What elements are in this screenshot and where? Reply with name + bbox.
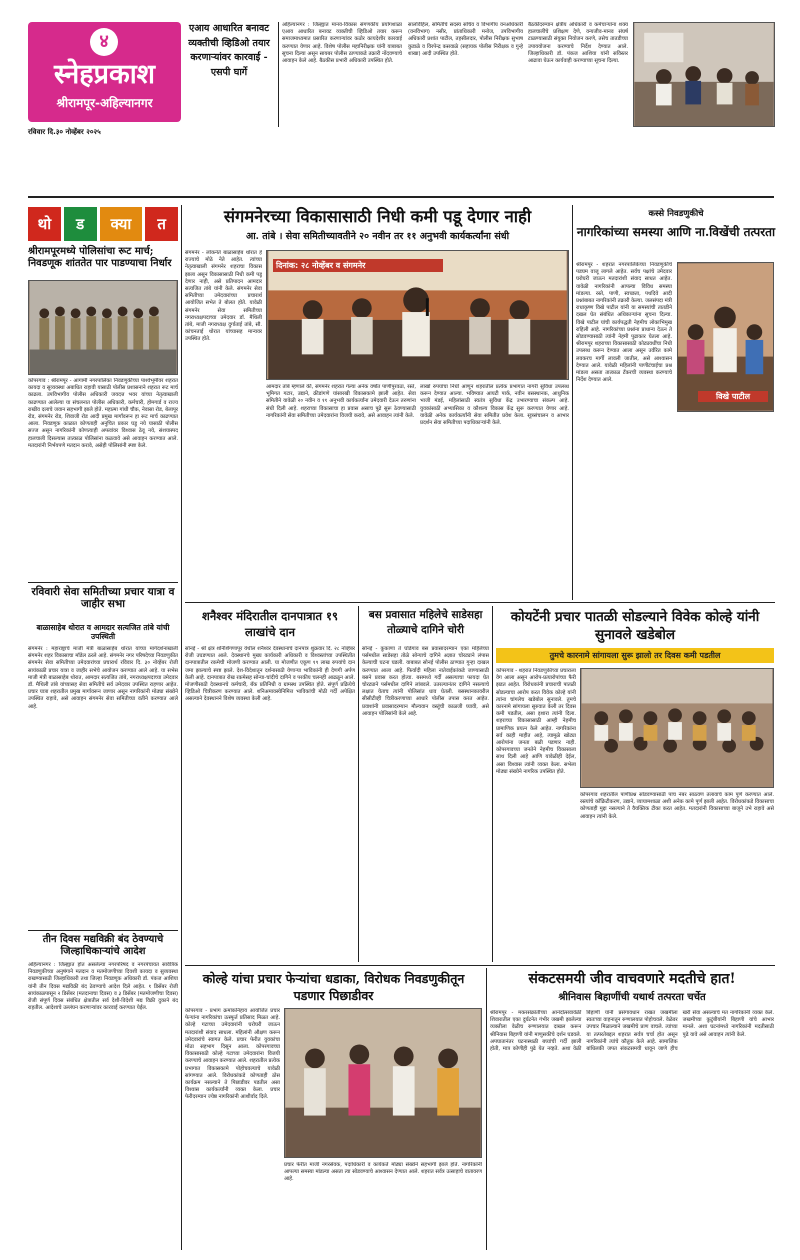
bus-headline: बस प्रवासात महिलेचे साडेसहा तोळ्याचे दागिने चोरी bbox=[368, 609, 483, 636]
right-top-photo bbox=[677, 262, 774, 412]
bottom-right-body: श्रीरामपूर - मकरसंक्रांतीच्या आनंदोत्सवावेळी शिवारातील एका दुर्घटनेत गंभीर जखमी झालेल्या व्यक्तीला वेळीच रुग्णालयात दाखल करून श्रीनिवास बिहाणी यांनी माणुसकीचे दर्शन घडवले. अपघातानंतर घटनास्थळी बघ्यांची गर्दी झाली होती, मात्र कोणीही पुढे येत नव्हते. अशा वेळी बिहाणी यांनी प्रसंगावधान राखत जखमीला स्वतःच्या वाहनातून रुग्णालयात पोहोचवले. वेळेवर उपचार मिळाल्याने जखमीचे प्राण वाचले. त्यांच्या या तत्परतेबद्दल शहरात सर्वत्र चर्चा होत असून नागरिकांनी त्यांचे कौतुक केले आहे. सामाजिक बांधिलकी जपत संकटसमयी धावून जाणे हीच खरी सेवा असल्याचे मत नागरिकांनी व्यक्त केले. जखमीच्या कुटुंबीयांनी बिहाणी यांचे आभार मानले. अशा घटनांमध्ये नागरिकांनी मदतीसाठी पुढे यावे असे आवाहन त्यांनी केले. bbox=[490, 1010, 774, 1053]
left-story1-headline: श्रीरामपूरमध्ये पोलिसांचा रूट मार्च; निवडणूक शांततेत पार पाडण्याचा निर्धार bbox=[28, 246, 172, 269]
masthead-bottom-rule bbox=[28, 196, 774, 198]
top-teaser-headline: एआय आधारित बनावट व्यक्तीची व्हिडिओ तयार करणाऱ्यांवर कारवाई - एसपी घार्गे bbox=[188, 23, 270, 78]
section-rule bbox=[185, 965, 775, 966]
column-divider bbox=[181, 205, 182, 1250]
masthead-subtitle: श्रीरामपूर-अहिल्यानगर bbox=[56, 96, 153, 110]
meeting-photo-art bbox=[634, 23, 774, 126]
column-divider bbox=[492, 606, 493, 962]
shani-headline: शनैश्वर मंदिरातील दानपात्रात १९ लाखांचे दान bbox=[202, 609, 338, 639]
thodkyat-letter-3: क्या bbox=[100, 207, 143, 241]
left-story2-headline: रविवारी सेवा समितीच्या प्रचार यात्रा व जाहीर सभा bbox=[31, 586, 175, 611]
kolhe-meeting-art bbox=[581, 669, 773, 787]
main-story-body2: आमदार तांबे म्हणाले की, संगमनेर शहरात गेल्या अनेक वर्षांत पाणीपुरवठा, रस्ते, भूमिगत गटार, उद्याने, क्रीडांगणे यांसारखी विकासकामे झाली आहेत. सेवा समितीने यावेळी २० नवीन व ११ अनुभवी कार्यकर्त्यांना उमेदवारी देऊन तरुणांना संधी दिली आहे. शहराच्या विकासाचा हा प्रवास असाच पुढे सुरू ठेवण्यासाठी नागरिकांनी सेवा समितीच्या उमेदवारांना विजयी करावे, असे आवाहन त्यांनी केले. bbox=[266, 384, 416, 419]
thodkyat-letter-4: त bbox=[145, 207, 178, 241]
kolhe-headline: कोयटेंनी प्रचार पातळी सोडल्याने विवेक कोल्हे यांनी सुनावले खडेबोल bbox=[510, 609, 760, 643]
bottom-left-body2: प्रचार फेरीत माजी नगरसेवक, पदाधिकारी व कार्यकर्ते मोठ्या संख्येने सहभागी झाले होते. नागरिकांनी आपल्या समस्या मांडल्या असता त्या सोडवण्याचे आश्वासन देण्यात आले. शहरात सर्वत्र उत्साहाचे वातावरण आहे. bbox=[284, 1162, 482, 1183]
bottom-left-headline: कोल्हे यांचा प्रचार फेऱ्यांचा धडाका, विरोधक निवडणुकीतून पडणार पिछाडीवर bbox=[202, 971, 465, 1003]
left-story1-body: कोपरगाव : श्रीरामपूर - आगामी नगरपालिका निवडणुकीच्या पार्श्वभूमीवर शहरात कायदा व सुव्यवस्था अबाधित राहावी यासाठी पोलीस प्रशासनाने शहरात रूट मार्च काढला. उपविभागीय पोलीस अधिकारी जयदत्त भवर यांच्या नेतृत्वाखाली काढण्यात आलेल्या या संचलनात पोलीस अधिकारी, कर्मचारी, होमगार्ड व राज्य राखीव दलाचे जवान सहभागी झाले होते. महात्मा गांधी चौक, नेवासा रोड, बेलापूर रोड, संगमनेर रोड, शिवाजी रोड आदी प्रमुख मार्गांवरून हा रूट मार्च काढण्यात आला. निवडणूक काळात कोणताही अनुचित प्रकार घडू नये यासाठी पोलीस सज्ज असून नागरिकांनी कोणत्याही अफवांवर विश्वास ठेवू नये, संशयास्पद हालचाली दिसल्यास तात्काळ पोलिसांना कळवावे असे आवाहन करण्यात आले. मतदारांनी निर्भयपणे मतदान करावे, असेही पोलिसांनी स्पष्ट केले. bbox=[28, 378, 178, 449]
kolhe-body2: कोपरगाव शहरातील पाणीप्रश्न सोडवण्यासाठी पाच नंबर साठवण तलावाचे काम पूर्ण करण्यात आले. रस्त्यांचे काँक्रिटीकरण, उद्याने, व्यायामशाळा अशी अनेक कामे पूर्ण झाली आहेत. विरोधकांकडे विकासाचा कोणताही मुद्दा नसल्याने ते वैयक्तिक टीका करत आहेत. मतदारांनी विकासाच्या बाजूने उभे राहावे असे आवाहन त्यांनी केले. bbox=[580, 792, 774, 820]
main-story-headline: संगमनेरच्या विकासासाठी निधी कमी पडू देणार नाही bbox=[223, 207, 532, 226]
divider bbox=[278, 22, 279, 127]
top-teaser-col1: अहिल्यानगर : जिल्ह्यात मानव-विकास संगणकीय प्रयोगशाळा एआय आधारित बनावट व्यक्तीची व्हिडिओ तयार करून समाजमाध्यमात प्रसारित करणाऱ्यांवर कठोर कायदेशीर कारवाई करण्यात येणार आहे. विशेष पोलीस महानिरीक्षक यांनी याबाबत सूचना दिल्या असून सायबर पोलीस ठाण्याकडे तक्रारी नोंदवण्याचे आवाहन केले आहे. बैठकीस प्रभारी अधिकारी उपस्थित होते. bbox=[282, 22, 402, 65]
main-story-subheadline: आ. तांबे । सेवा समितीच्यावतीने २० नवीन तर ११ अनुभवी कार्यकर्त्यांना संधी bbox=[245, 231, 510, 242]
bus-body: सोनई - कुकाणा ते घोडेगाव बस प्रवासादरम्यान एका महिलेच्या पर्समधील साडेसहा तोळे सोन्याचे दागिने अज्ञात चोरट्याने लंपास केल्याची घटना घडली. याबाबत सोनई पोलीस ठाण्यात गुन्हा दाखल करण्यात आला आहे. फिर्यादी महिला नातेवाईकांकडे जाण्यासाठी बसने प्रवास करत होत्या. बसमध्ये गर्दी असल्याचा फायदा घेत चोरट्याने पर्समधील दागिने लांबवले. उतरल्यानंतर दागिने नसल्याचे लक्षात येताच त्यांनी पोलिसांत धाव घेतली. बसस्थानकावरील सीसीटीव्ही चित्रीकरणाच्या आधारे पोलीस तपास करत आहेत. प्रवाशांनी प्रवासादरम्यान मौल्यवान वस्तूंची काळजी घ्यावी, असे आवाहन पोलिसांनी केले आहे. bbox=[362, 646, 489, 717]
crowd-photo-art bbox=[678, 263, 773, 411]
right-top-kicker: कस्से निवडणुकीचे bbox=[648, 209, 704, 219]
bottom-right-subheadline: श्रीनिवास बिहाणींची यथार्थ तत्परता चर्चेत bbox=[558, 992, 706, 1003]
top-teaser-col3: बैठकीदरम्यान क्षेत्रीय अधिकारी व कर्मचाऱ्यांना शक्य हालचालींचे प्रशिक्षण देणे, वन्यजीव-मानव संघर्ष टाळण्यासाठी संयुक्त नियोजन करणे, तसेच तातडीच्या उपाययोजना करण्याचे निर्देश देण्यात आले. जिल्हाधिकारी डॉ. पंकज आशिया यांनी सविस्तर आढावा घेऊन कार्यवाही करण्याच्या सूचना दिल्या. bbox=[528, 22, 628, 65]
left-story2-body: संगमनेर : महाराष्ट्राचे माजी मंत्री बाळासाहेब थोरात यांच्या मार्गदर्शनाखाली संगमनेर शहर विकासाचा मॉडेल ठरले आहे. संगमनेर नगर परिषदेच्या निवडणुकीत संगमनेर सेवा समितीच्या उमेदवारांच्या प्रचारार्थ रविवार दि. ३० नोव्हेंबर रोजी सायंकाळी प्रचार यात्रा व जाहीर सभेचे आयोजन करण्यात आले आहे. या सभेस माजी मंत्री बाळासाहेब थोरात, आमदार सत्यजित तांबे, नगराध्यक्षपदाच्या उमेदवार डॉ. मैथिली तांबे यांच्यासह सेवा समितीचे सर्व उमेदवार उपस्थित राहणार आहेत. प्रचार यात्रा शहरातील प्रमुख मार्गावरून जाणार असून नागरिकांनी मोठ्या संख्येने उपस्थित राहावे, असे आवाहन संगमनेर सेवा समितीच्या वतीने करण्यात आले आहे. bbox=[28, 646, 178, 710]
kolhe-banner: तुमचे कारनामे सांगायला सुरू झालो तर दिवस कमी पडतील bbox=[496, 648, 774, 663]
main-story-photo bbox=[266, 250, 569, 380]
main-story-body1: संगमनेर - लोकनेते बाळासाहेब थोरात हे राज्याचे मोठे नेते आहेत. त्यांच्या नेतृत्वाखाली संगमनेर शहराचा विकास झाला असून विकासासाठी निधी कमी पडू देणार नाही, असे प्रतिपादन आमदार सत्यजित तांबे यांनी केले. संगमनेर सेवा समितीच्या उमेदवारांच्या प्रचारार्थ आयोजित सभेत ते बोलत होते. यावेळी संगमनेर सेवा समितीच्या नगराध्यक्षपदाच्या उमेदवार डॉ. मैथिली तांबे, माजी नगराध्यक्ष दुर्गाताई तांबे, सौ. कांचनताई थोरात यांच्यासह मान्यवर उपस्थित होते. bbox=[185, 250, 262, 343]
photo-caption: दिनांक: २८ नोव्हेंबर व संगमनेर bbox=[273, 259, 443, 272]
date-line: रविवार दि.३० नोव्हेंबर २०२५ bbox=[28, 128, 101, 136]
divider bbox=[28, 930, 178, 931]
kolhe-body: कोपरगाव - शहरात निवडणुकीच्या प्रचाराला वेग आला असून आरोप-प्रत्यारोपांच्या फैरी झडत आहेत. विरोधकांनी प्रचाराची पातळी सोडल्याचा आरोप करत विवेक कोल्हे यांनी त्यांना चांगलेच खडेबोल सुनावले. तुमचे कारनामे सांगायला सुरुवात केली तर दिवस कमी पडतील, असा इशारा त्यांनी दिला. शहराच्या विकासासाठी आम्ही नेहमीच प्रामाणिक प्रयत्न केले आहेत. नागरिकांना सर्व काही माहीत आहे, त्यामुळे खोट्या आरोपांना जनता बळी पडणार नाही. कोपरगावच्या जनतेने नेहमीच विकासाला साथ दिली आहे आणि यावेळीही देईल, असा विश्वास त्यांनी व्यक्त केला. सभेला मोठ्या संख्येने नागरिक उपस्थित होते. bbox=[496, 668, 576, 775]
kolhe-photo bbox=[580, 668, 774, 788]
column-divider bbox=[572, 205, 573, 600]
photo-label: विखे पाटील bbox=[698, 391, 768, 402]
right-top-body: श्रीरामपूर - शहरात नगरपालिकेच्या निवडणुकीचे पडघम वाजू लागले आहेत. सर्वच पक्षांचे उमेदवार घरोघरी जाऊन मतदारांशी संवाद साधत आहेत. यावेळी नागरिकांनी आपल्या विविध समस्या मांडल्या. रस्ते, पाणी, स्वच्छता, पथदिवे आदी प्रश्नांबाबत नागरिकांनी तक्रारी केल्या. जलसंपदा मंत्री राधाकृष्ण विखे पाटील यांनी या समस्यांची तातडीने दखल घेत संबंधित अधिकाऱ्यांना सूचना दिल्या. विखे पाटील यांची कार्यपद्धती नेहमीच लोकाभिमुख राहिली आहे. नागरिकांच्या प्रश्नांना प्राधान्य देऊन ते सोडवण्यासाठी त्यांनी नेहमी पुढाकार घेतला आहे. श्रीरामपूर शहराच्या विकासासाठी कोट्यवधींचा निधी उपलब्ध करून देण्यात आला असून उर्वरित कामे लवकरच मार्गी लावली जातील, असे आश्वासन देण्यात आले. यावेळी महिलांनी पाणीटंचाईचा प्रश्न मांडला असता तात्काळ टँकरची व्यवस्था करण्याचे निर्देश देण्यात आले. bbox=[576, 262, 672, 384]
column-divider bbox=[358, 606, 359, 962]
right-top-headline: नागरिकांच्या समस्या आणि ना.विखेंची तत्परता bbox=[576, 225, 776, 239]
thodkyat-letter-1: थो bbox=[28, 207, 61, 241]
divider bbox=[28, 582, 178, 583]
left-story3-headline: तीन दिवस मद्यविक्री बंद ठेवण्याचे जिल्हाधिकाऱ्यांचे आदेश bbox=[42, 934, 164, 957]
masthead bbox=[28, 22, 181, 192]
top-teaser-headline-box bbox=[183, 22, 275, 192]
masthead-title: स्नेहप्रकाश bbox=[53, 59, 156, 90]
main-story-body3: लाखो रुपयांचा निधी आणून शहरातील प्रत्येक प्रभागात नागरी सुविधा उपलब्ध करून देण्यात आल्या. भविष्यात आयटी पार्क, नवीन बसस्थानक, आधुनिक भाजी मंडई, महिलांसाठी स्वतंत्र सुविधा केंद्र उभारण्याचा संकल्प आहे. युवकांसाठी अभ्यासिका व कौशल्य विकास केंद्र सुरू करण्यात येणार आहे. यावेळी अनेक कार्यकर्त्यांनी सेवा समितीत प्रवेश केला. सूत्रसंचालन व आभार प्रदर्शन सेवा समितीच्या पदाधिकाऱ्यांनी केले. bbox=[420, 384, 569, 427]
bottom-left-body: कोपरगाव - प्रभाग क्रमांकनिहाय आयोजित प्रचार फेऱ्यांना नागरिकांचा उत्स्फूर्त प्रतिसाद मिळत आहे. कोल्हे गटाच्या उमेदवारांनी घरोघरी जाऊन मतदारांशी संवाद साधला. महिलांनी औक्षण करून उमेदवारांचे स्वागत केले. प्रचार फेरीत युवकांचा मोठा सहभाग दिसून आला. कोपरगावच्या विकासासाठी कोल्हे गटाच्या उमेदवारांना विजयी करण्याचे आवाहन करण्यात आले. शहरातील प्रत्येक प्रभागात विकासकामे पोहोचवल्याचे यावेळी सांगण्यात आले. विरोधकांकडे कोणताही ठोस कार्यक्रम नसल्याने ते पिछाडीवर पडतील असा विश्वास कार्यकर्त्यांनी व्यक्त केला. प्रचार फेरीदरम्यान ज्येष्ठ नागरिकांनी आशीर्वाद दिले. bbox=[185, 1008, 280, 1101]
route-march-photo bbox=[28, 280, 178, 375]
section-rule bbox=[185, 602, 775, 603]
thodkyat-badge bbox=[28, 207, 178, 241]
campaign-photo-art bbox=[285, 1009, 481, 1157]
left-story3-body: अहिल्यानगर : जिल्ह्यात होत असलेल्या नगरपरिषद व नगरपंचायत सार्वत्रिक निवडणुकीच्या अनुषंगाने मतदान व मतमोजणीच्या दिवशी कायदा व सुव्यवस्था राखण्यासाठी जिल्हाधिकारी तथा जिल्हा निवडणूक अधिकारी डॉ. पंकज आशिया यांनी तीन दिवस मद्यविक्री बंद ठेवण्याचे आदेश दिले आहेत. १ डिसेंबर रोजी सायंकाळपासून २ डिसेंबर (मतदानाचा दिवस) व ३ डिसेंबर (मतमोजणीचा दिवस) रोजी संपूर्ण दिवस संबंधित क्षेत्रातील सर्व देशी-विदेशी मद्य विक्री दुकाने बंद राहतील. आदेशाचे उल्लंघन करणाऱ्यांवर कारवाई करण्यात येईल. bbox=[28, 962, 178, 1012]
left-story2-subheadline: बाळासाहेब थोरात व आमदार सत्यजित तांबे यांची उपस्थिती bbox=[36, 623, 170, 641]
thodkyat-letter-2: ड bbox=[64, 207, 97, 241]
bottom-left-photo bbox=[284, 1008, 482, 1158]
page-number-badge: ४ bbox=[90, 28, 118, 56]
bottom-right-headline: संकटसमयी जीव वाचवणारे मदतीचे हात! bbox=[528, 971, 736, 987]
column-divider bbox=[486, 968, 487, 1250]
meeting-photo bbox=[633, 22, 775, 127]
shani-body: सोनई - श्री क्षेत्र शनिशिंगणापूर येथील शनैश्वर देवस्थानाचे दानपात्र शुक्रवार दि. २८ नोव्हेंबर रोजी उघडण्यात आले. देवस्थानचे मुख्य कार्यकारी अधिकारी व विश्वस्तांच्या उपस्थितीत दानपात्रातील रकमेची मोजणी करण्यात आली. या मोजणीत एकूण १९ लाख रुपयांचे दान जमा झाल्याचे स्पष्ट झाले. देश-विदेशातून दर्शनासाठी येणाऱ्या भाविकांनी ही देणगी अर्पण केली आहे. दानपात्रात रोख रकमेसह सोन्या-चांदीचे दागिने व परकीय चलनही आढळून आले. मोजणीसाठी देवस्थानचे कर्मचारी, बँक प्रतिनिधी व ग्रामस्थ उपस्थित होते. संपूर्ण प्रक्रियेचे व्हिडिओ चित्रीकरण करण्यात आले. शनिअमावस्येनिमित्त भाविकांची मोठी गर्दी अपेक्षित असल्याने देवस्थानने विशेष व्यवस्था केली आहे. bbox=[185, 646, 355, 703]
top-teaser-col2: सालविहिल, समितीचे सदस्य सचिव व विभागीय वनअधिकारी (वनविभाग) नसीर, प्रांताधिकारी मनोज, उपविभागीय अधिकारी प्रशांत पाटील, तहसीलदार, पोलीस निरीक्षक सुभाष कुडाळे व विरपेन्द्र कसवाळे (सहायक पोलीस निरीक्षक व गुन्हे शाखा) आदी उपस्थित होते. bbox=[408, 22, 523, 57]
route-march-photo-art bbox=[29, 281, 177, 374]
